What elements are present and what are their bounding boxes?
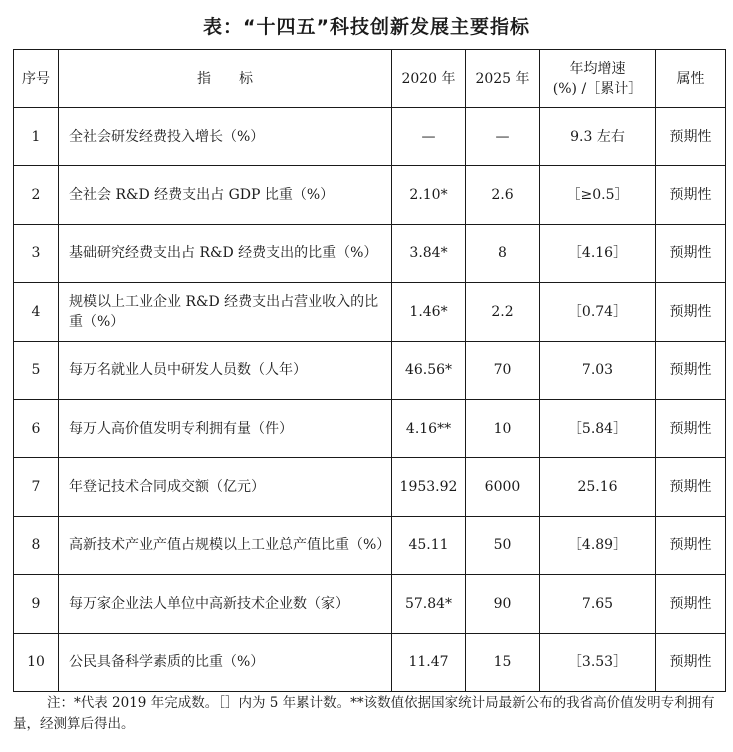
value-2020: 46.56* [392,341,466,399]
header-2020: 2020 年 [392,50,466,108]
growth-value: ［≥0.5］ [540,166,656,224]
footnote [13,693,725,735]
header-growth-line2: (%) /［累计］ [552,80,643,97]
growth-value: 25.16 [540,458,656,516]
value-2025: 70 [466,341,540,399]
growth-value: 7.03 [540,341,656,399]
header-no: 序号 [14,50,59,108]
growth-value: 7.65 [540,575,656,633]
property-value: 预期性 [656,283,726,341]
property-value: 预期性 [656,575,726,633]
table-row [14,166,726,224]
indicator-name: 基础研究经费支出占 R&D 经费支出的比重（%） [59,224,392,282]
growth-value: ［3.53］ [540,633,656,691]
row-number: 2 [14,166,59,224]
growth-value: ［5.84］ [540,399,656,457]
value-2025: 50 [466,516,540,574]
value-2025: 2.2 [466,283,540,341]
value-2025: 8 [466,224,540,282]
property-value: 预期性 [656,224,726,282]
value-2020: — [392,108,466,166]
row-number: 7 [14,458,59,516]
indicator-name: 高新技术产业产值占规模以上工业总产值比重（%） [59,516,392,574]
value-2020: 1.46* [392,283,466,341]
growth-value: ［0.74］ [540,283,656,341]
footnote-text: 注：*代表 2019 年完成数。［］内为 5 年累计数。**该数值依据国家统计局最新公布的我省高价值发明专利拥有量，经测算后得出。 [13,695,715,732]
row-number: 4 [14,283,59,341]
value-2025: 90 [466,575,540,633]
property-value: 预期性 [656,341,726,399]
growth-value: 9.3 左右 [540,108,656,166]
value-2020: 2.10* [392,166,466,224]
value-2020: 1953.92 [392,458,466,516]
value-2020: 4.16** [392,399,466,457]
value-2020: 11.47 [392,633,466,691]
value-2025: 2.6 [466,166,540,224]
header-property: 属性 [656,50,726,108]
row-number: 3 [14,224,59,282]
indicator-name: 全社会研发经费投入增长（%） [59,108,392,166]
table-title: 表：“十四五”科技创新发展主要指标 [203,16,530,38]
header-indicator: 指 标 [59,50,392,108]
table-row [14,108,726,166]
row-number: 9 [14,575,59,633]
table-row [14,399,726,457]
indicators-table [13,49,726,692]
header-row [14,50,726,108]
indicator-name: 规模以上工业企业 R&D 经费支出占营业收入的比重（%） [59,283,392,341]
row-number: 5 [14,341,59,399]
table-row [14,283,726,341]
property-value: 预期性 [656,516,726,574]
indicator-name: 每万家企业法人单位中高新技术企业数（家） [59,575,392,633]
indicator-name: 公民具备科学素质的比重（%） [59,633,392,691]
table-row [14,575,726,633]
property-value: 预期性 [656,399,726,457]
indicator-name: 每万人高价值发明专利拥有量（件） [59,399,392,457]
property-value: 预期性 [656,166,726,224]
header-2025: 2025 年 [466,50,540,108]
value-2025: 10 [466,399,540,457]
row-number: 10 [14,633,59,691]
value-2020: 57.84* [392,575,466,633]
value-2025: 6000 [466,458,540,516]
table-row [14,341,726,399]
table-row [14,516,726,574]
table-row [14,458,726,516]
row-number: 6 [14,399,59,457]
growth-value: ［4.89］ [540,516,656,574]
property-value: 预期性 [656,108,726,166]
value-2020: 3.84* [392,224,466,282]
value-2025: 15 [466,633,540,691]
indicator-name: 每万名就业人员中研发人员数（人年） [59,341,392,399]
property-value: 预期性 [656,458,726,516]
property-value: 预期性 [656,633,726,691]
row-number: 8 [14,516,59,574]
header-growth [540,50,656,108]
value-2020: 45.11 [392,516,466,574]
indicator-name: 年登记技术合同成交额（亿元） [59,458,392,516]
header-growth-line1: 年均增速 [569,60,626,77]
growth-value: ［4.16］ [540,224,656,282]
row-number: 1 [14,108,59,166]
table-row [14,224,726,282]
table-row [14,633,726,691]
indicator-name: 全社会 R&D 经费支出占 GDP 比重（%） [59,166,392,224]
value-2025: — [466,108,540,166]
